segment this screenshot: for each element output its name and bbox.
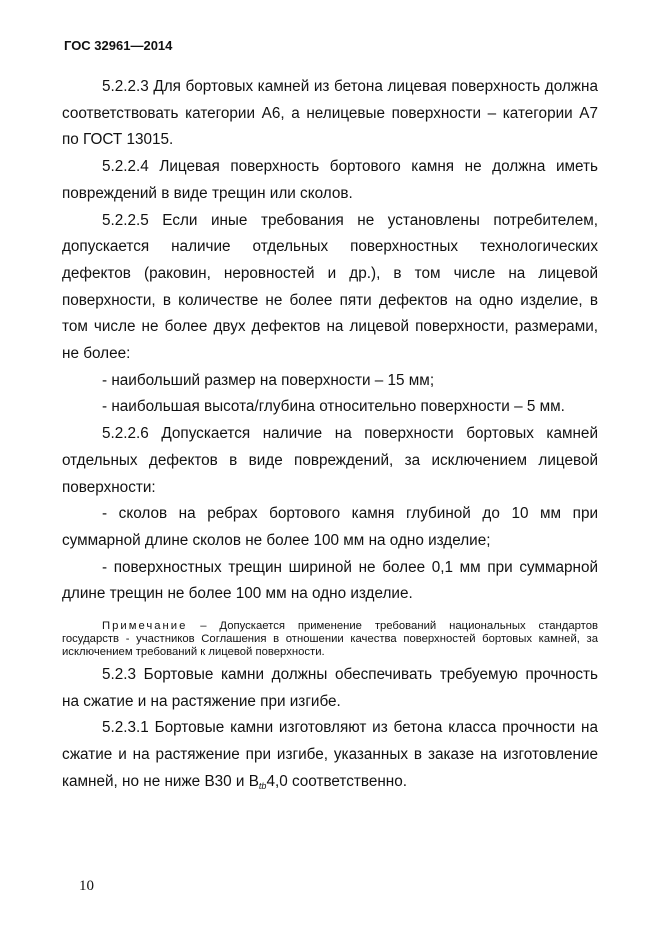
- document-header-code: ГОС 32961—2014: [64, 38, 173, 53]
- note-paragraph: [62, 620, 598, 659]
- note-label: Примечание: [102, 620, 188, 633]
- strength-class-subscript: tb: [258, 780, 267, 791]
- paragraph-5-2-3-1-text: 5.2.3.1 Бортовые камни изготовляют из бетона класса прочности на сжатие и на растяжение при изгибе, указанных в заказе на изготовление камней, но не ниже В30 и В: [62, 719, 598, 790]
- paragraph-5-2-3: 5.2.3 Бортовые камни должны обеспечивать требуемую прочность на сжатие и на растяжение при изгибе.: [62, 666, 598, 710]
- paragraph-5-2-3-1-end: 4,0 соответственно.: [266, 772, 408, 790]
- paragraph-5-2-3-1: [62, 715, 598, 799]
- list-item-cracks: - поверхностных трещин шириной не более 0,1 мм при суммарной длине трещин не более 100 мм на одно изделие.: [62, 558, 598, 603]
- page-number: 10: [79, 878, 94, 894]
- list-item-max-height: - наибольшая высота/глубина относительно поверхности – 5 мм.: [102, 398, 565, 416]
- paragraph-5-2-2-4: 5.2.2.4 Лицевая поверхность бортового камня не должна иметь повреждений в виде трещин или сколов.: [62, 158, 598, 202]
- note-text: – Допускается применение требований национальных стандартов государств - участников Соглашения в отношении качества поверхностей бортовых камней, за исключением требований к лицевой поверхности.: [62, 620, 598, 659]
- document-body: [62, 74, 598, 800]
- paragraph-5-2-2-3: 5.2.2.3 Для бортовых камней из бетона лицевая поверхность должна соответствовать категории А6, а нелицевые поверхности – категории А7 по ГОСТ 13015.: [62, 78, 598, 149]
- paragraph-5-2-2-6: 5.2.2.6 Допускается наличие на поверхности бортовых камней отдельных дефектов в виде повреждений, за исключением лицевой поверхности:: [62, 425, 598, 496]
- list-item-max-size: - наибольший размер на поверхности – 15 мм;: [102, 371, 435, 389]
- paragraph-5-2-2-5: 5.2.2.5 Если иные требования не установлены потребителем, допускается наличие отдельных поверхностных технологических дефектов (раковин, неровностей и др.), в том числе на лицевой поверхности, в количестве не более пяти дефектов на одно изделие, в том числе не более двух дефектов на лицевой поверхности, размерами, не более:: [62, 211, 598, 363]
- list-item-chips: - сколов на ребрах бортового камня глубиной до 10 мм при суммарной длине сколов не более 100 мм на одно изделие;: [62, 505, 598, 549]
